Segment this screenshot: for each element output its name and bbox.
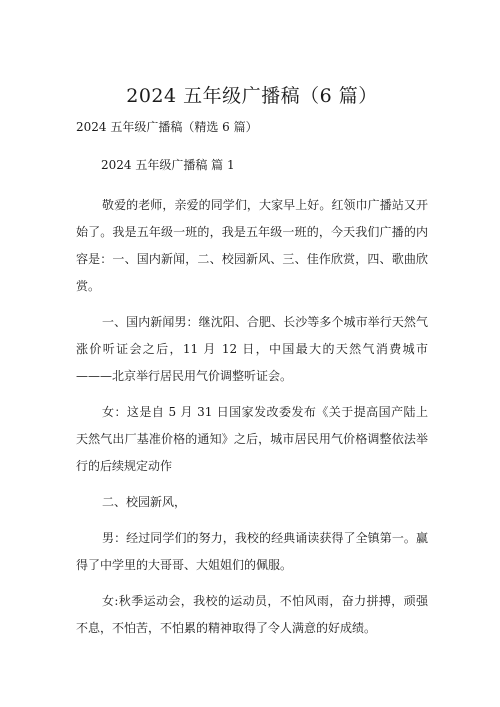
paragraph-policy-notice: 女：这是自 5 月 31 日国家发改委发布《关于提高国产陆上天然气出厂基准价格的通知》之后，城市居民用气价格调整依法举行的后续规定动作 xyxy=(76,405,428,473)
paragraph-greeting: 敬爱的老师，亲爱的同学们，大家早上好。红领巾广播站又开始了。我是五年级一班的，我是五年级一班的，今天我们广播的内容是：一、国内新闻，二、校园新风、三、佳作欣赏，四、歌曲欣赏。 xyxy=(76,198,428,293)
document-subtitle: 2024 五年级广播稿（精选 6 篇） xyxy=(76,120,258,134)
paragraph-sports-meet: 女:秋季运动会，我校的运动员，不怕风雨，奋力拼搏，顽强不息，不怕苦，不怕累的精神取得了令人满意的好成绩。 xyxy=(76,594,428,635)
paragraph-reading-award: 男：经过同学们的努力，我校的经典诵读获得了全镇第一。赢得了中学里的大哥哥、大姐姐们的佩服。 xyxy=(76,531,428,572)
paragraph-campus-heading: 二、校园新风， xyxy=(102,495,187,509)
paragraph-domestic-news: 一、国内新闻男：继沈阳、合肥、长沙等多个城市举行天然气涨价听证会之后，11 月 12 日，中国最大的天然气消费城市———北京举行居民用气价调整听证会。 xyxy=(76,315,428,383)
document-title: 2024 五年级广播稿（6 篇） xyxy=(126,85,378,107)
section-heading: 2024 五年级广播稿 篇 1 xyxy=(101,158,235,172)
